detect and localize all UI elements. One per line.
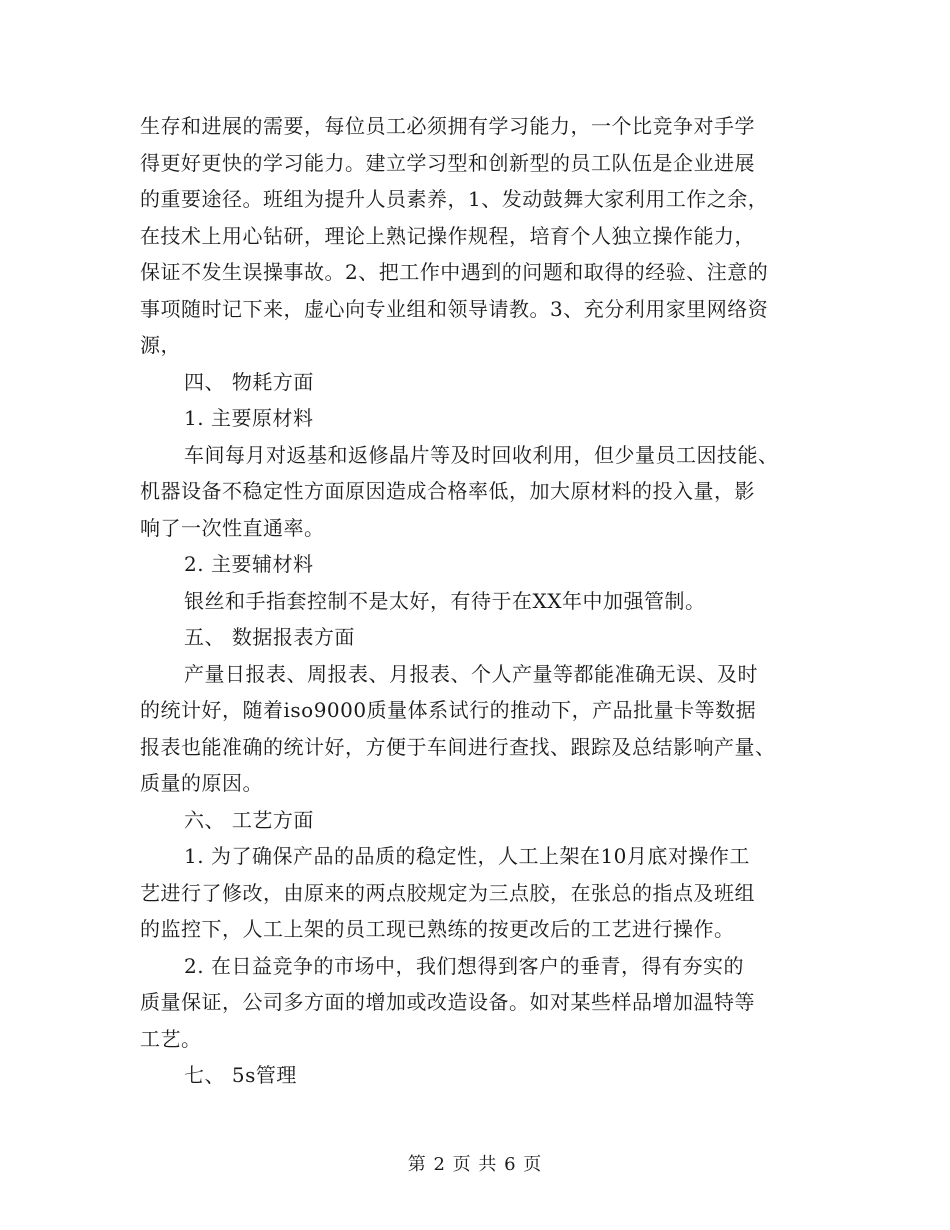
text-line: 的监控下，人工上架的员工现已熟练的按更改后的工艺进行操作。	[140, 917, 735, 941]
text-line: 的统计好，随着iso9000质量体系试行的推动下，产品批量卡等数据	[140, 698, 757, 722]
text-line: 四、 物耗方面	[184, 369, 314, 394]
text-line: 质量的原因。	[140, 771, 263, 795]
document-body	[140, 108, 815, 1094]
text-line: 机器设备不稳定性方面原因造成合格率低，加大原材料的投入量，影	[140, 479, 755, 503]
text-line: 保证不发生误操事故。2、把工作中遇到的问题和取得的经验、注意的	[140, 260, 769, 284]
text-line: 生存和进展的需要，每位员工必须拥有学习能力，一个比竞争对手学	[140, 114, 755, 138]
text-line: 1. 为了确保产品的品质的稳定性，人工上架在10月底对操作工	[184, 844, 750, 868]
text-line: 质量保证，公司多方面的增加或改造设备。如对某些样品增加温特等	[140, 990, 755, 1014]
text-line: 源，	[140, 333, 181, 357]
text-line: 响了一次性直通率。	[140, 515, 325, 540]
text-line: 产量日报表、周报表、月报表、个人产量等都能准确无误、及时	[184, 661, 758, 686]
text-line: 六、 工艺方面	[184, 807, 314, 832]
text-line: 2. 在日益竞争的市场中，我们想得到客户的垂青，得有夯实的	[184, 953, 744, 978]
text-line: 报表也能准确的统计好，方便于车间进行查找、跟踪及总结影响产量、	[140, 734, 776, 759]
text-line: 在技术上用心钻研，理论上熟记操作规程，培育个人独立操作能力，	[140, 223, 755, 248]
text-line: 银丝和手指套控制不是太好，有待于在XX年中加强管制。	[184, 588, 706, 613]
text-line: 工艺。	[140, 1026, 202, 1051]
text-line: 的重要途径。班组为提升人员素养，1、发动鼓舞大家利用工作之余，	[140, 187, 769, 211]
text-line: 七、 5s管理	[184, 1063, 297, 1087]
text-line: 1. 主要原材料	[184, 406, 314, 430]
text-line: 2. 主要辅材料	[184, 552, 314, 576]
text-line: 事项随时记下来，虚心向专业组和领导请教。3、充分利用家里网络资	[140, 296, 769, 321]
text-line: 五、 数据报表方面	[184, 625, 355, 649]
text-line: 得更好更快的学习能力。建立学习型和创新型的员工队伍是企业进展	[140, 150, 755, 175]
page-footer: 第 2 页 共 6 页	[407, 1154, 543, 1175]
text-line: 车间每月对返基和返修晶片等及时回收利用，但少量员工因技能、	[184, 442, 779, 467]
text-line: 艺进行了修改，由原来的两点胶规定为三点胶，在张总的指点及班组	[140, 880, 755, 905]
